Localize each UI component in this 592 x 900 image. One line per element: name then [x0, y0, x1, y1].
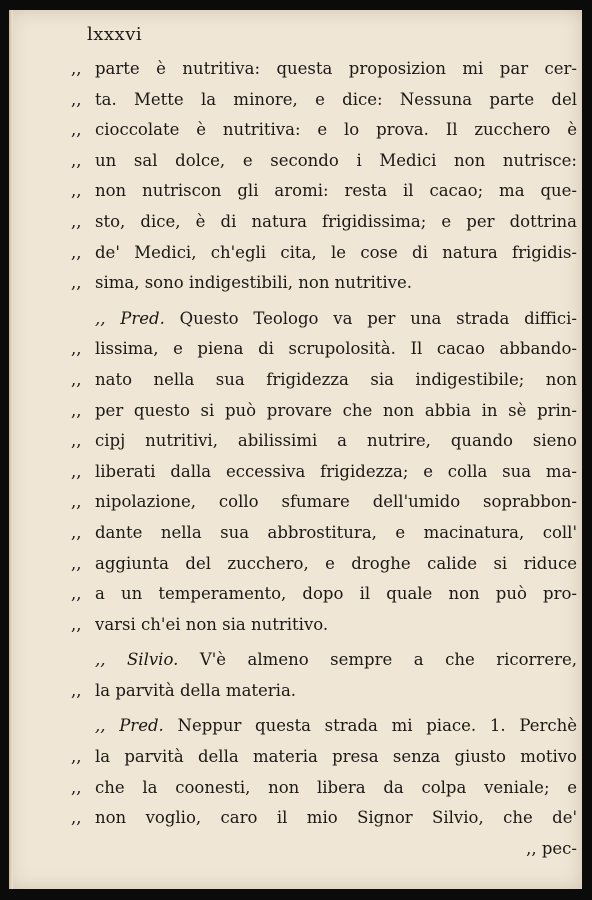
text-line [71, 207, 577, 238]
quote-mark: ,, [71, 242, 82, 262]
line-text: sto, dice, è di natura frigidissima; e per dottrina [95, 211, 577, 231]
quote-mark: ,, [71, 273, 82, 293]
quote-mark: ,, [71, 584, 82, 604]
text-line [71, 426, 577, 457]
line-text: a un temperamento, dopo il quale non può pro- [95, 584, 577, 604]
text-line [71, 487, 577, 518]
line-text: nipolazione, collo sfumare dell'umido soprabbon- [95, 492, 577, 512]
line-text: V'è almeno sempre a che ricorrere, [199, 650, 577, 670]
line-text: nato nella sua frigidezza sia indigestibile; non [95, 369, 577, 389]
line-text: dante nella sua abbrostitura, e macinatura, coll' [95, 522, 577, 542]
quote-mark: ,, [71, 614, 82, 634]
page-number: lxxxvi [87, 24, 143, 45]
quote-mark: ,, [71, 89, 82, 109]
line-text: Questo Teologo va per una strada diffici- [179, 308, 578, 328]
quote-mark: ,, [71, 808, 82, 828]
quote-mark: ,, [71, 59, 82, 78]
speaker-name: ,, Pred. [95, 308, 165, 328]
line-text: la parvità della materia. [95, 680, 297, 700]
line-text: un sal dolce, e secondo i Medici non nutrisce: [95, 150, 577, 170]
quote-mark: ,, [71, 181, 82, 201]
line-text: de' Medici, ch'egli cita, le cose di natura frigidis- [95, 242, 577, 262]
line-text: ta. Mette la minore, e dice: Nessuna parte del [95, 89, 577, 109]
speaker-name: ,, Silvio. [95, 650, 179, 670]
line-text: varsi ch'ei non sia nutritivo. [95, 614, 329, 634]
line-text: Neppur questa strada mi piace. 1. Perchè [177, 716, 577, 736]
quote-mark: ,, [71, 680, 82, 700]
quote-mark: ,, [71, 211, 82, 231]
quote-mark: ,, [71, 400, 82, 420]
text-line [71, 365, 577, 396]
speaker-name: ,, Pred. [95, 716, 164, 736]
text-line [71, 115, 577, 146]
text-line [71, 238, 577, 269]
line-text: non nutriscon gli aromi: resta il cacao; ma que- [95, 181, 577, 201]
quote-mark: ,, [71, 553, 82, 573]
quote-mark: ,, [71, 522, 82, 542]
quote-mark: ,, [71, 150, 82, 170]
line-text: cioccolate è nutritiva: e lo prova. Il zucchero è [95, 120, 577, 140]
line-text: non voglio, caro il mio Signor Silvio, che de' [95, 808, 577, 828]
quote-mark: ,, [71, 120, 82, 140]
quote-mark: ,, [71, 339, 82, 359]
quote-mark: ,, [71, 431, 82, 451]
line-text: per questo si può provare che non abbia in sè prin- [95, 400, 577, 420]
line-text: cipj nutritivi, abilissimi a nutrire, quando sieno [95, 431, 577, 451]
line-text: aggiunta del zucchero, e droghe calide si riduce [95, 553, 577, 573]
line-text: la parvità della materia presa senza giusto motivo [95, 747, 577, 767]
text-lines [71, 54, 578, 834]
text-line [71, 457, 577, 488]
text-line [95, 645, 577, 676]
text-line [71, 268, 577, 299]
book-page [9, 10, 582, 889]
page-text-block [71, 16, 578, 864]
line-text: sima, sono indigestibili, non nutritive. [95, 273, 412, 293]
text-line [71, 676, 577, 707]
line-text: parte è nutritiva: questa proposizion mi par cer- [95, 59, 577, 78]
text-line [71, 85, 577, 116]
page-edge-shadow [9, 10, 13, 889]
text-line [71, 146, 577, 177]
text-line [71, 773, 577, 804]
text-line [71, 803, 577, 834]
text-line [71, 176, 577, 207]
line-text: liberati dalla eccessiva frigidezza; e colla sua ma- [95, 461, 577, 481]
catchword: ,, pec- [526, 838, 577, 858]
text-line [71, 334, 577, 365]
text-line [71, 610, 577, 641]
quote-mark: ,, [71, 461, 82, 481]
quote-mark: ,, [71, 777, 82, 797]
text-line [71, 742, 577, 773]
quote-mark: ,, [71, 369, 82, 389]
text-line [95, 711, 577, 742]
text-line [71, 549, 577, 580]
quote-mark: ,, [71, 747, 82, 767]
quote-mark: ,, [71, 492, 82, 512]
text-line [71, 518, 577, 549]
line-text: che la coonesti, non libera da colpa veniale; e [95, 777, 577, 797]
text-line [95, 304, 577, 335]
text-line [71, 579, 577, 610]
text-line [71, 54, 577, 85]
text-line [71, 396, 577, 427]
line-text: lissima, e piena di scrupolosità. Il cacao abbando- [95, 339, 577, 359]
